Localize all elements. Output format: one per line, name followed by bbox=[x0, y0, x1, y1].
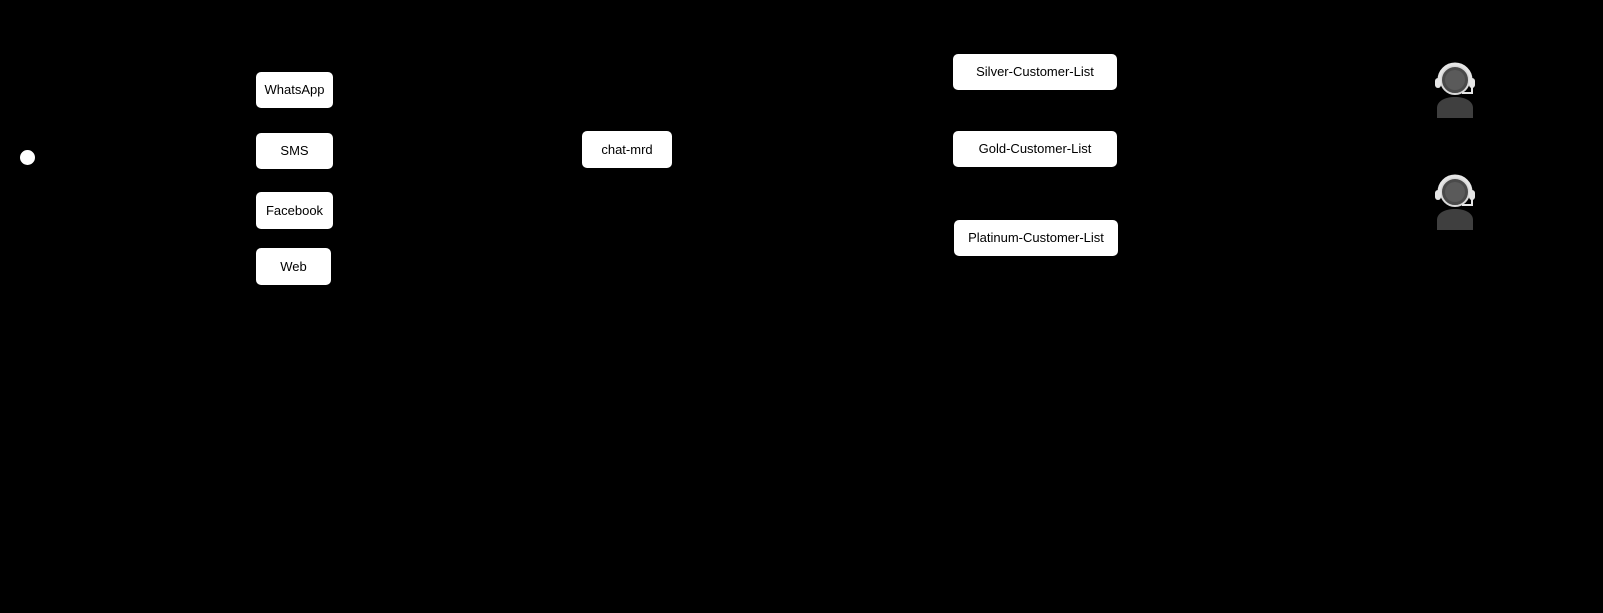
node-label: Platinum-Customer-List bbox=[968, 230, 1104, 246]
start-dot bbox=[20, 150, 35, 165]
node-web[interactable] bbox=[255, 247, 332, 286]
node-label: chat-mrd bbox=[601, 141, 653, 157]
node-label: Facebook bbox=[265, 202, 324, 218]
node-label: Web bbox=[280, 258, 307, 274]
node-platinum-customer-list[interactable] bbox=[953, 219, 1119, 257]
node-label: Silver-Customer-List bbox=[976, 64, 1094, 80]
node-chat-mrd[interactable] bbox=[581, 130, 673, 169]
node-silver-customer-list[interactable] bbox=[952, 53, 1118, 91]
node-facebook[interactable] bbox=[255, 191, 334, 230]
node-whatsapp[interactable] bbox=[255, 71, 334, 109]
node-label: Gold-Customer-List bbox=[978, 141, 1092, 157]
agent-avatar-1 bbox=[1429, 60, 1481, 118]
node-sms[interactable] bbox=[255, 132, 334, 170]
agent-avatar-2 bbox=[1429, 172, 1481, 230]
node-gold-customer-list[interactable] bbox=[952, 130, 1118, 168]
node-label: SMS bbox=[280, 143, 309, 159]
node-label: WhatsApp bbox=[264, 82, 325, 98]
